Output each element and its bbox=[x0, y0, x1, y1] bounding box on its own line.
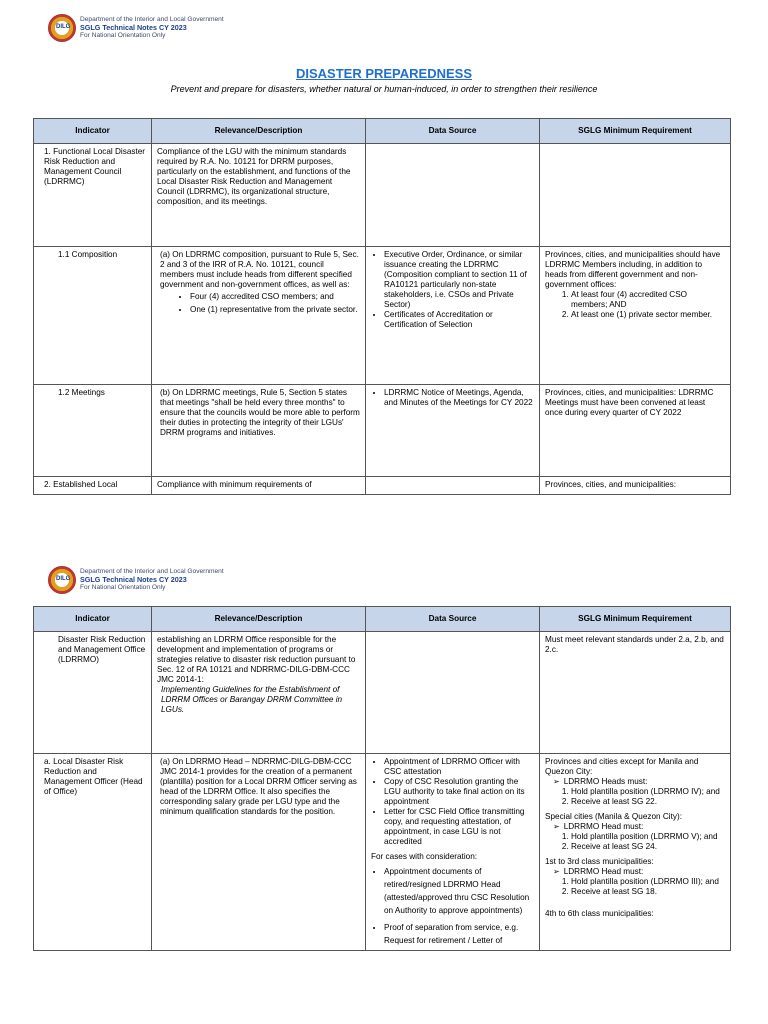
list-item: ➢ LDRRMO Head must: bbox=[553, 822, 725, 832]
dilg-logo: DILG bbox=[48, 566, 76, 594]
relevance-cell: Compliance with minimum requirements of bbox=[152, 477, 366, 495]
indicator-cell: Disaster Risk Reduction and Management Office (LDRRMO) bbox=[34, 632, 152, 754]
header-orientation: For National Orientation Only bbox=[80, 584, 166, 591]
column-header-relevance: Relevance/Description bbox=[152, 119, 366, 144]
indicator-cell: a. Local Disaster Risk Reduction and Management Officer (Head of Office) bbox=[34, 754, 152, 951]
list-item: • Appointment documents of retired/resigned LDRRMO Head (attested/approved thru CSC Resolution on Authority to approve appointments) bbox=[384, 865, 534, 917]
relevance-cell: (a) On LDRRMC composition, pursuant to Rule 5, Sec. 2 and 3 of the IRR of R.A. No. 10121, council members must include heads from different specified government and non-government offices, as well as: • Four (4) accredited CSO members; and • One (1) representative from the private sector. bbox=[152, 247, 366, 385]
table-row bbox=[34, 754, 731, 951]
relevance-cell: establishing an LDRRM Office responsible for the development and implementation of programs or strategies relative to disaster risk reduction pursuant to Sec. 12 of RA 10121 and NDRRMC-DILG-DBM-CCC JMC 2014-1: Implementing Guidelines for the Establishment of LDRRM Offices or Barangay DRRM Committee in LGUs. bbox=[152, 632, 366, 754]
data-source-cell bbox=[366, 144, 540, 247]
list-item: 2. Receive at least SG 18. bbox=[571, 887, 725, 897]
list-item: • Executive Order, Ordinance, or similar issuance creating the LDRRMC (Composition compliant to section 11 of RA10121 particularly non-state stakeholders, i.e. CSOs and Private Sector) bbox=[384, 250, 534, 310]
list-item: • Four (4) accredited CSO members; and bbox=[190, 290, 360, 303]
list-item: • Copy of CSC Resolution granting the LGU authority to take final action on its appointment bbox=[384, 777, 534, 807]
data-source-cell bbox=[366, 632, 540, 754]
relevance-cell: (a) On LDRRMO Head – NDRRMC-DILG-DBM-CCC JMC 2014-1 provides for the creation of a permanent (plantilla) position for a Local DRRM Officer serving as head of the LDRRM Office. It also specifies the corresponding salary grade per LGU type and the minimum qualification standards for the position. bbox=[152, 754, 366, 951]
data-source-cell bbox=[366, 385, 540, 477]
column-header-indicator: Indicator bbox=[34, 119, 152, 144]
header-department: Department of the Interior and Local Government bbox=[80, 16, 224, 23]
list-item: 2. Receive at least SG 24. bbox=[571, 842, 725, 852]
list-item: 1. Hold plantilla position (LDRRMO III); and bbox=[571, 877, 725, 887]
list-item: • Certificates of Accreditation or Certification of Selection bbox=[384, 310, 534, 330]
column-header-requirement: SGLG Minimum Requirement bbox=[540, 119, 731, 144]
column-header-relevance: Relevance/Description bbox=[152, 607, 366, 632]
list-item: 2. Receive at least SG 22. bbox=[571, 797, 725, 807]
requirement-cell: Provinces and cities except for Manila and Quezon City: ➢ LDRRMO Heads must: 1. Hold plantilla position (LDRRMO IV); and 2. Receive at least SG 22. Special cities (Manila & Quezon City): ➢ LDRRMO Head must: 1. Hold plantilla position (LDRRMO V); and 2. Receive at least SG 24. 1st to 3rd class municipalities: ➢ LDRRMO Head must: 1. Hold plantilla position (LDRRMO III); and 2. Receive at least SG 18. 4th to 6th class municipalities: bbox=[540, 754, 731, 951]
table-row bbox=[34, 632, 731, 754]
list-item: • LDRRMC Notice of Meetings, Agenda, and Minutes of the Meetings for CY 2022 bbox=[384, 388, 534, 408]
list-item: ➢ LDRRMO Heads must: bbox=[553, 777, 725, 787]
indicator-cell: 1.1 Composition bbox=[34, 247, 152, 385]
list-item: • Letter for CSC Field Office transmitting copy, and requesting attestation, of appointment, in case LGU is not accredited bbox=[384, 807, 534, 847]
page-break bbox=[0, 520, 768, 552]
list-item: 2. At least one (1) private sector member. bbox=[571, 310, 725, 320]
table-row bbox=[34, 247, 731, 385]
list-item: • Appointment of LDRRMO Officer with CSC attestation bbox=[384, 757, 534, 777]
header-technical-notes: SGLG Technical Notes CY 2023 bbox=[80, 23, 187, 32]
list-item: ➢ LDRRMO Head must: bbox=[553, 867, 725, 877]
table-row bbox=[34, 477, 731, 495]
indicator-table-page-2 bbox=[33, 606, 731, 951]
table-header-row bbox=[34, 119, 731, 144]
list-item: 1. Hold plantilla position (LDRRMO V); and bbox=[571, 832, 725, 842]
data-source-cell bbox=[366, 477, 540, 495]
relevance-cell: (b) On LDRRMC meetings, Rule 5, Section 5 states that meetings "shall be held every three months" to ensure that the councils would be more able to perform their duties in protecting the integrity of their LGUs' DRRM programs and initiatives. bbox=[152, 385, 366, 477]
requirement-cell: Provinces, cities, and municipalities should have LDRRMC Members including, in addition to heads from different government and non-government offices: 1. At least four (4) accredited CSO members; AND 2. At least one (1) private sector member. bbox=[540, 247, 731, 385]
header-department: Department of the Interior and Local Government bbox=[80, 568, 224, 575]
table-row bbox=[34, 144, 731, 247]
list-item: • One (1) representative from the private sector. bbox=[190, 303, 360, 316]
data-source-cell bbox=[366, 247, 540, 385]
column-header-data-source: Data Source bbox=[366, 607, 540, 632]
list-item: 1. At least four (4) accredited CSO members; AND bbox=[571, 290, 725, 310]
indicator-cell: 1.2 Meetings bbox=[34, 385, 152, 477]
list-item: 1. Hold plantilla position (LDRRMO IV); and bbox=[571, 787, 725, 797]
page-2 bbox=[0, 552, 768, 1024]
list-item: • Proof of separation from service, e.g. Request for retirement / Letter of bbox=[384, 921, 534, 947]
column-header-requirement: SGLG Minimum Requirement bbox=[540, 607, 731, 632]
indicator-cell: 1. Functional Local Disaster Risk Reduction and Management Council (LDRRMC) bbox=[34, 144, 152, 247]
table-header-row bbox=[34, 607, 731, 632]
data-source-cell: • Appointment of LDRRMO Officer with CSC attestation • Copy of CSC Resolution granting the LGU authority to take final action on its appointment • Letter for CSC Field Office transmitting copy, and requesting attestation, of appointment, in case LGU is not accredited For cases with consideration: • Appointment documents of retired/resigned LDRRMO Head (attested/approved thru CSC Resolution on Authority to approve appointments) • Proof of separation from service, e.g. Request for retirement / Letter of bbox=[366, 754, 540, 951]
relevance-cell: Compliance of the LGU with the minimum standards required by R.A. No. 10121 for DRRM purposes, particularly on the establishment, and functions of the Local Disaster Risk Reduction and Management Council (LDRRMC), its organizational structure, composition, and its meetings. bbox=[152, 144, 366, 247]
requirement-cell bbox=[540, 144, 731, 247]
header-technical-notes: SGLG Technical Notes CY 2023 bbox=[80, 575, 187, 584]
column-header-indicator: Indicator bbox=[34, 607, 152, 632]
header-orientation: For National Orientation Only bbox=[80, 32, 166, 39]
table-row bbox=[34, 385, 731, 477]
requirement-cell: Provinces, cities, and municipalities: bbox=[540, 477, 731, 495]
requirement-cell: Must meet relevant standards under 2.a, 2.b, and 2.c. bbox=[540, 632, 731, 754]
requirement-cell: Provinces, cities, and municipalities: LDRRMC Meetings must have been convened at least once during every quarter of CY 2022 bbox=[540, 385, 731, 477]
page-subtitle: Prevent and prepare for disasters, whether natural or human-induced, in order to strengthen their resilience bbox=[170, 84, 598, 94]
column-header-data-source: Data Source bbox=[366, 119, 540, 144]
indicator-cell: 2. Established Local bbox=[34, 477, 152, 495]
indicator-table-page-1 bbox=[33, 118, 731, 495]
dilg-logo: DILG bbox=[48, 14, 76, 42]
page-title: DISASTER PREPAREDNESS bbox=[295, 66, 472, 81]
